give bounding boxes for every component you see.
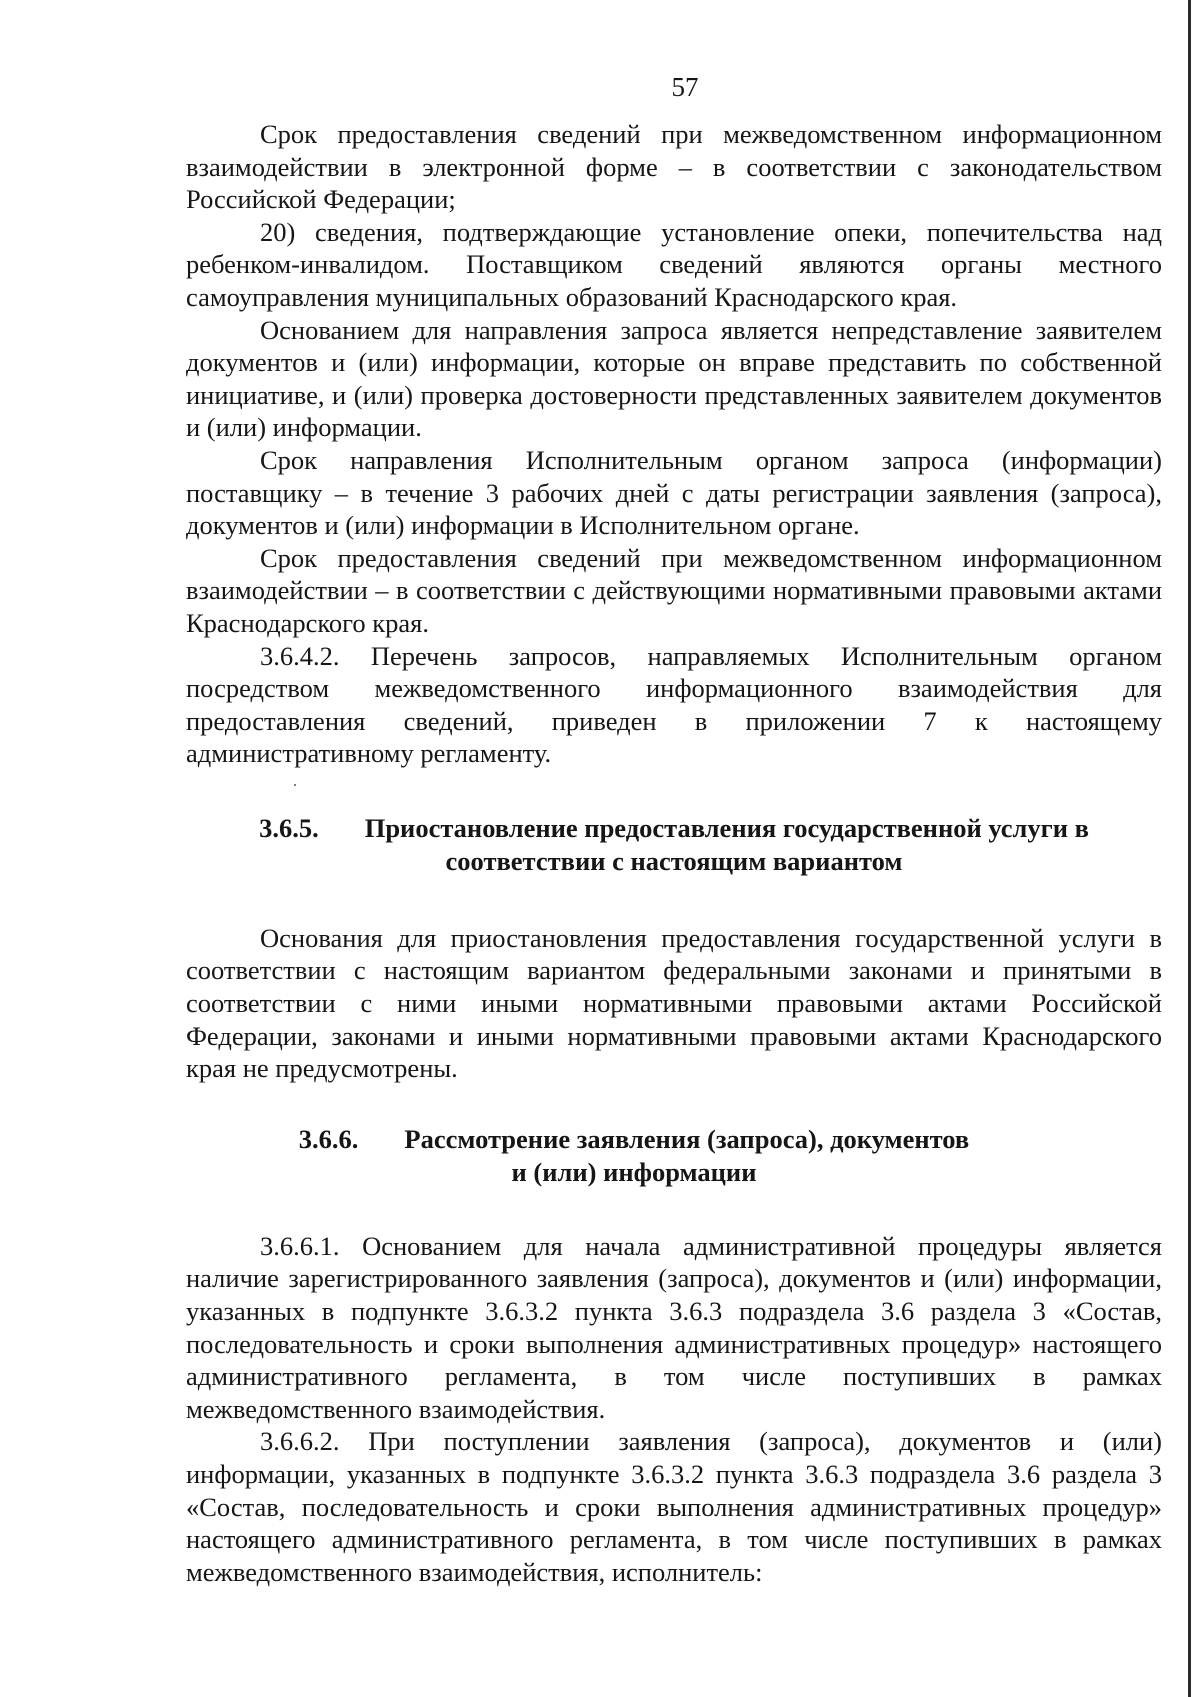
paragraph: 3.6.6.2. При поступлении заявления (запроса), документов и (или) информации, указанных в подпункте 3.6.3.2 пункта 3.6.3 подраздела 3.6 раздела 3 «Состав, последовательность и сроки выполнения административных процедур» настоящего административного регламента, в том числе поступивших в рамках межведомственного взаимодействия, исполнитель:: [186, 1426, 1162, 1587]
paragraph: Основания для приостановления предоставления государственной услуги в соответствии с настоящим вариантом федеральными законами и принятыми в соответствии с ними иными нормативными правовыми актами Российской Федерации, законами и иными нормативными правовыми актами Краснодарского края не предусмотрены.: [186, 922, 1162, 1084]
paragraph: 3.6.6.1. Основанием для начала административной процедуры является наличие зарегистрированного заявления (запроса), документов и (или) информации, указанных в подпункте 3.6.3.2 пункта 3.6.3 подраздела 3.6 раздела 3 «Состав, последовательность и сроки выполнения административных процедур» настоящего административного регламента, в том числе поступивших в рамках межведомственного взаимодействия.: [186, 1230, 1162, 1424]
scan-edge-line: [1188, 0, 1191, 1697]
paragraph: Срок направления Исполнительным органом запроса (информации) поставщику – в течение 3 рабочих дней с даты регистрации заявления (запроса), документов и (или) информации в Исполнительном органе.: [186, 444, 1162, 541]
section-title: Приостановление предоставления государственной услуги в соответствии с настоящим вариантом: [364, 812, 1089, 876]
paragraph: Основанием для направления запроса является непредставление заявителем документов и (или) информации, которые он вправе представить по собственной инициативе, и (или) проверка достоверности представленных заявителем документов и (или) информации.: [186, 314, 1162, 443]
section-heading-3-6-6: [186, 1123, 1162, 1189]
paragraph: Срок предоставления сведений при межведомственном информационном взаимодействии – в соответствии с действующими нормативными правовыми актами Краснодарского края.: [186, 542, 1162, 638]
section-number: 3.6.6.: [298, 1123, 359, 1154]
document-body: [186, 118, 1162, 1588]
section-title: Рассмотрение заявления (запроса), документов и (или) информации: [404, 1123, 970, 1187]
paragraph: Срок предоставления сведений при межведомственном информационном взаимодействии в электронной форме – в соответствии с законодательством Российской Федерации;: [186, 119, 1162, 215]
section-number: 3.6.5.: [259, 812, 319, 843]
paragraph: 3.6.4.2. Перечень запросов, направляемых Исполнительным органом посредством межведомственного информационного взаимодействия для предоставления сведений, приведен в приложении 7 к настоящему административному регламенту.: [186, 640, 1162, 769]
section-heading-3-6-5: [186, 812, 1162, 878]
page-number: 57: [671, 72, 699, 102]
paragraph: 20) сведения, подтверждающие установление опеки, попечительства над ребенком-инвалидом. Поставщиком сведений являются органы местного самоуправления муниципальных образований Краснодарского края.: [186, 216, 1162, 312]
